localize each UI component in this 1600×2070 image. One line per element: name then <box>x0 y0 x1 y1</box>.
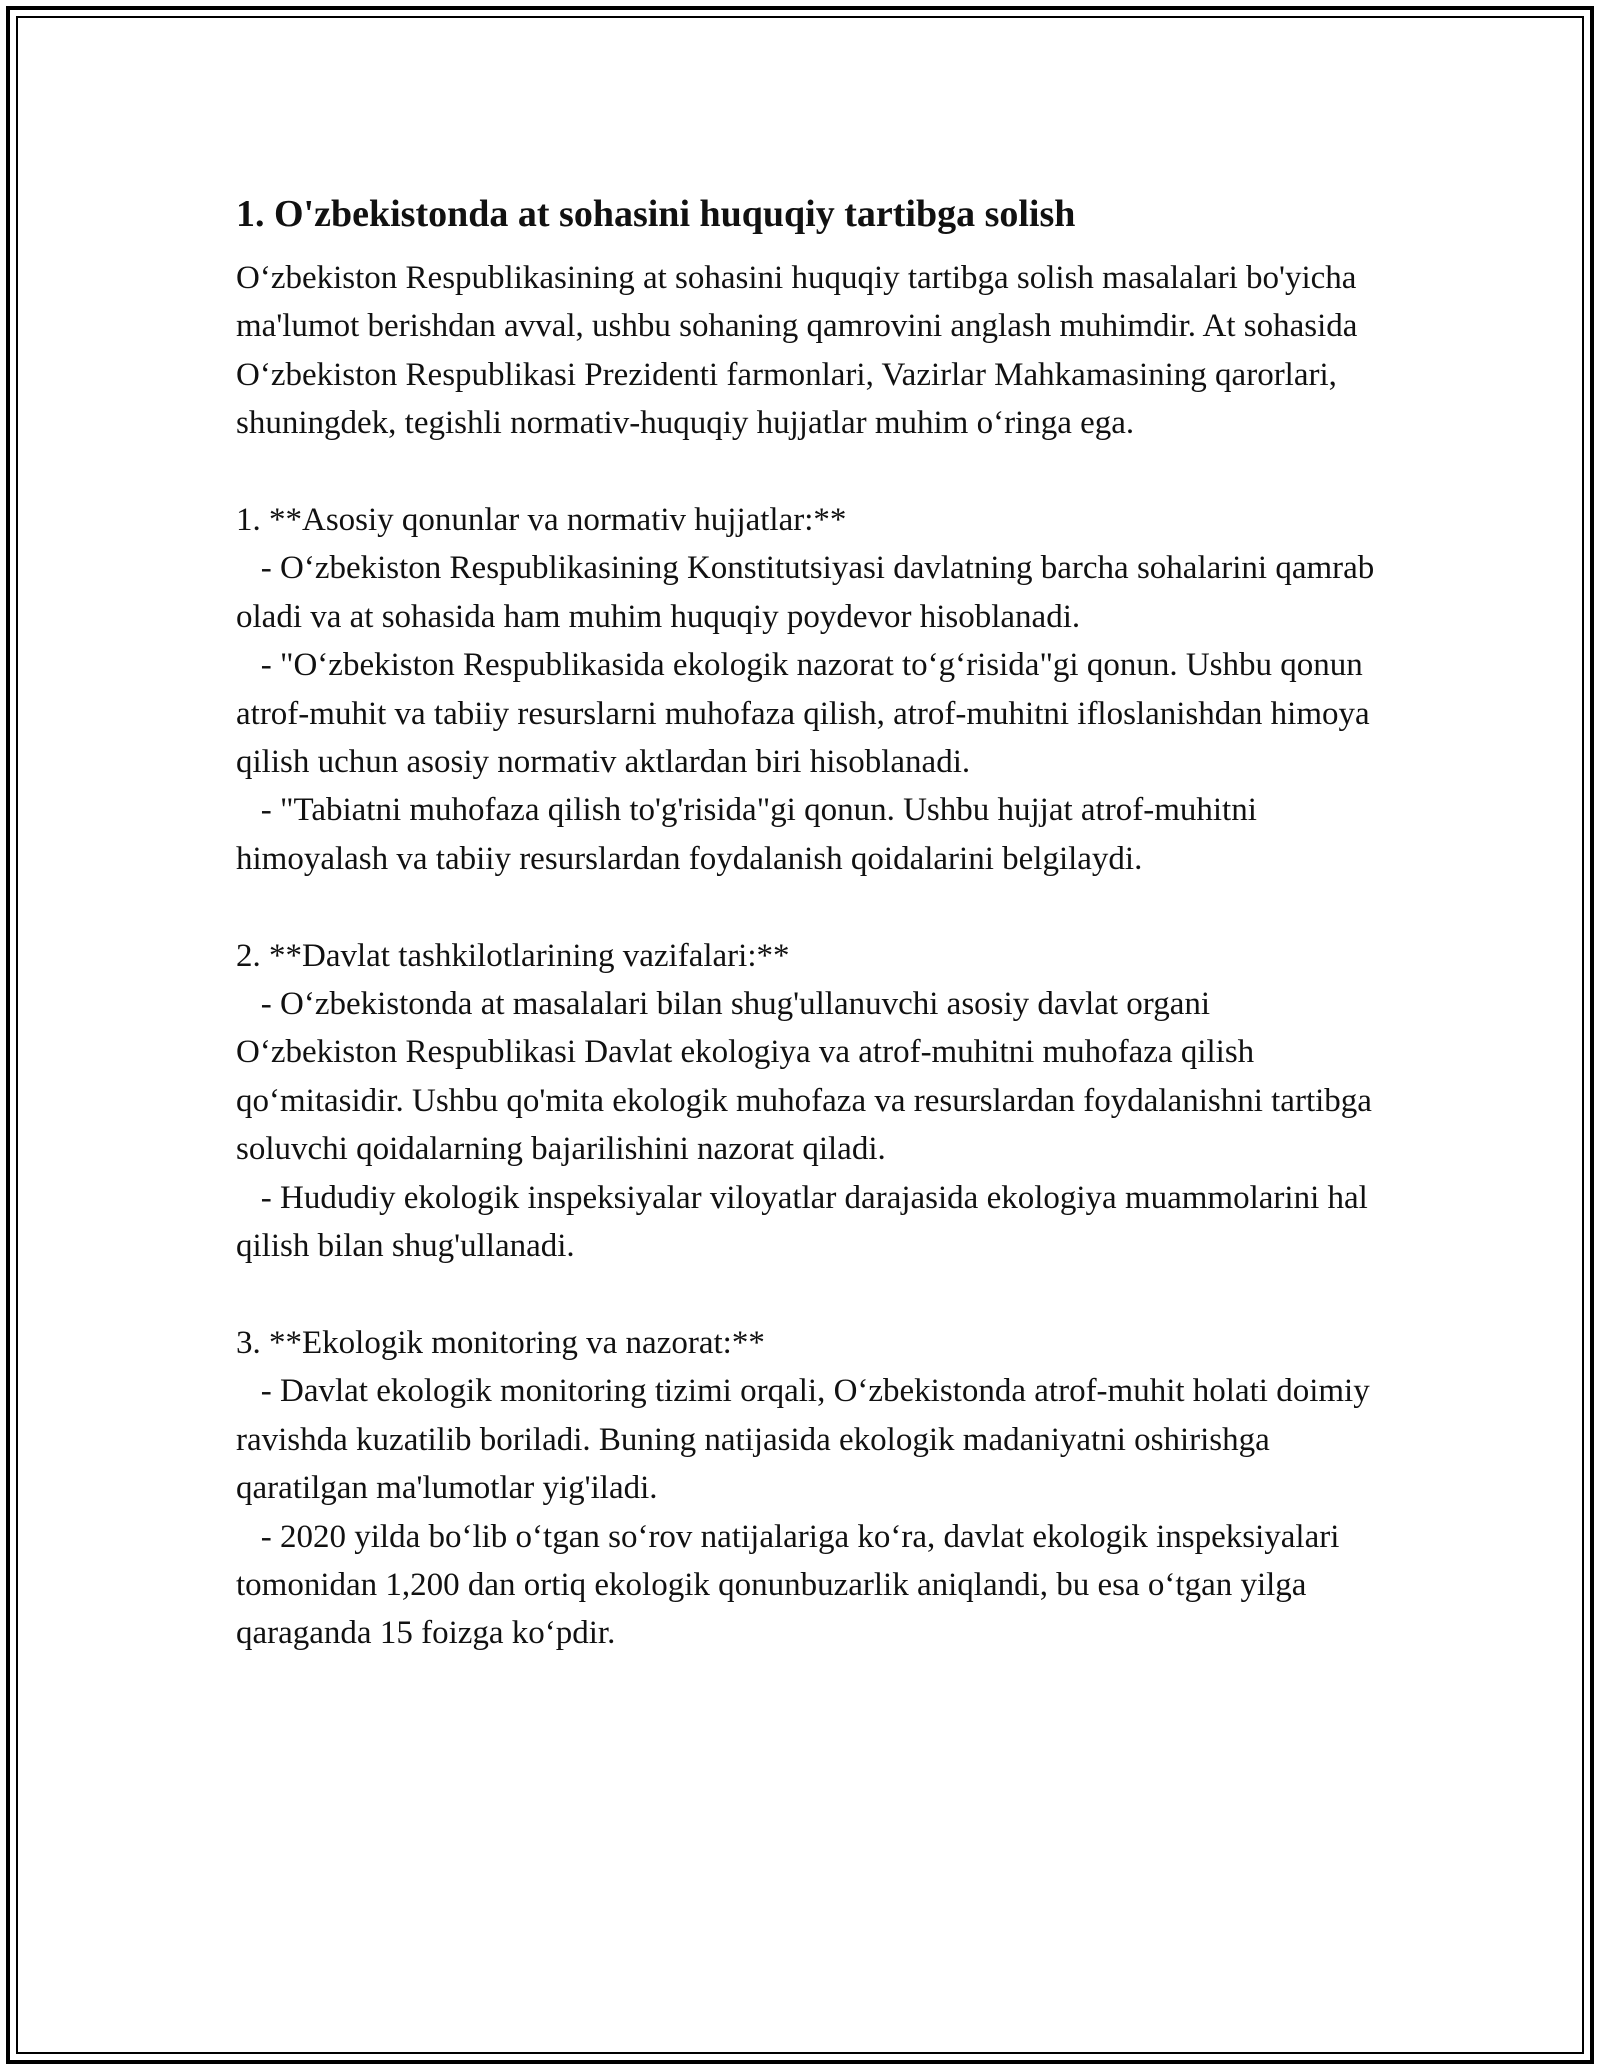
list-item-text: 2020 yilda bo‘lib o‘tgan so‘rov natijalariga ko‘ra, davlat ekologik inspeksiyalari tomonidan 1,200 dan ortiq ekologik qonunbuzarlik aniqlandi, bu esa o‘tgan yilga qaraganda 15 foizga ko‘pdir. <box>236 1518 1340 1652</box>
list-item-text: Davlat ekologik monitoring tizimi orqali, O‘zbekistonda atrof-muhit holati doimiy ravishda kuzatilib boriladi. Buning natijasida ekologik madaniyatni oshirishga qaratilgan ma'lumotlar yig'iladi. <box>236 1373 1370 1507</box>
document-body <box>236 184 1376 1658</box>
list-item: - O‘zbekiston Respublikasining Konstitutsiyasi davlatning barcha sohalarini qamrab oladi va at sohasida ham muhim huquqiy poydevor hisoblanadi. <box>236 550 1375 635</box>
list-item-text: Hududiy ekologik inspeksiyalar viloyatlar darajasida ekologiya muammolarini hal qilish bilan shug'ullanadi. <box>236 1179 1368 1265</box>
section-title: 2. **Davlat tashkilotlarining vazifalari:** <box>236 937 790 974</box>
list-item-text: O‘zbekiston Respublikasining Konstitutsiyasi davlatning barcha sohalarini qamrab oladi va at sohasida ham muhim huquqiy poydevor hisoblanadi. <box>236 550 1375 635</box>
spacer <box>236 448 1376 496</box>
list-item: - "Tabiatni muhofaza qilish to'g'risida"gi qonun. Ushbu hujjat atrof-muhitni himoyalash va tabiiy resurslardan foydalanish qoidalarini belgilaydi. <box>236 792 1257 877</box>
list-item: - 2020 yilda bo‘lib o‘tgan so‘rov natijalariga ko‘ra, davlat ekologik inspeksiyalari tomonidan 1,200 dan ortiq ekologik qonunbuzarlik aniqlandi, bu esa o‘tgan yilga qaraganda 15 foizga ko‘pdir. <box>236 1518 1340 1652</box>
list-item: - O‘zbekistonda at masalalari bilan shug'ullanuvchi asosiy davlat organi O‘zbekiston Respublikasi Davlat ekologiya va atrof-muhitni muhofaza qilish qo‘mitasidir. Ushbu qo'mita ekologik muhofaza va resurslardan foydalanishni tartibga soluvchi qoidalarning bajarilishini nazorat qiladi. <box>236 986 1372 1168</box>
list-item-text: "Tabiatni muhofaza qilish to'g'risida"gi qonun. Ushbu hujjat atrof-muhitni himoyalash va tabiiy resurslardan foydalanish qoidalarini belgilaydi. <box>236 792 1257 877</box>
list-item-text: "O‘zbekiston Respublikasida ekologik nazorat to‘g‘risida"gi qonun. Ushbu qonun atrof-muhit va tabiiy resurslarni muhofaza qilish, atrof-muhitni ifloslanishdan himoya qilish uchun asosiy normativ aktlardan biri hisoblanadi. <box>236 647 1370 781</box>
document-heading: 1. O'zbekistonda at sohasini huquqiy tartibga solish <box>236 193 1076 235</box>
intro-paragraph: O‘zbekiston Respublikasining at sohasini huquqiy tartibga solish masalalari bo'yicha ma'lumot berishdan avval, ushbu sohaning qamrovini anglash muhimdir. At sohasida O‘zbekiston Respublikasi Prezidenti farmonlari, Vazirlar Mahkamasining qarorlari, shuningdek, tegishli normativ-huquqiy hujjatlar muhim o‘ringa ega. <box>236 260 1358 442</box>
section-1 <box>236 496 1376 883</box>
section-3 <box>236 1319 1376 1658</box>
list-item-text: O‘zbekistonda at masalalari bilan shug'ullanuvchi asosiy davlat organi O‘zbekiston Respublikasi Davlat ekologiya va atrof-muhitni muhofaza qilish qo‘mitasidir. Ushbu qo'mita ekologik muhofaza va resurslardan foydalanishni tartibga soluvchi qoidalarning bajarilishini nazorat qiladi. <box>236 986 1372 1168</box>
section-2 <box>236 932 1376 1271</box>
list-item: - Hududiy ekologik inspeksiyalar viloyatlar darajasida ekologiya muammolarini hal qilish bilan shug'ullanadi. <box>236 1179 1368 1265</box>
list-item: - "O‘zbekiston Respublikasida ekologik nazorat to‘g‘risida"gi qonun. Ushbu qonun atrof-muhit va tabiiy resurslarni muhofaza qilish, atrof-muhitni ifloslanishdan himoya qilish uchun asosiy normativ aktlardan biri hisoblanadi. <box>236 647 1370 781</box>
section-title: 1. **Asosiy qonunlar va normativ hujjatlar:** <box>236 502 847 539</box>
list-item: - Davlat ekologik monitoring tizimi orqali, O‘zbekistonda atrof-muhit holati doimiy ravishda kuzatilib boriladi. Buning natijasida ekologik madaniyatni oshirishga qaratilgan ma'lumotlar yig'iladi. <box>236 1373 1370 1507</box>
spacer <box>236 1271 1376 1319</box>
section-title: 3. **Ekologik monitoring va nazorat:** <box>236 1324 765 1361</box>
spacer <box>236 883 1376 931</box>
